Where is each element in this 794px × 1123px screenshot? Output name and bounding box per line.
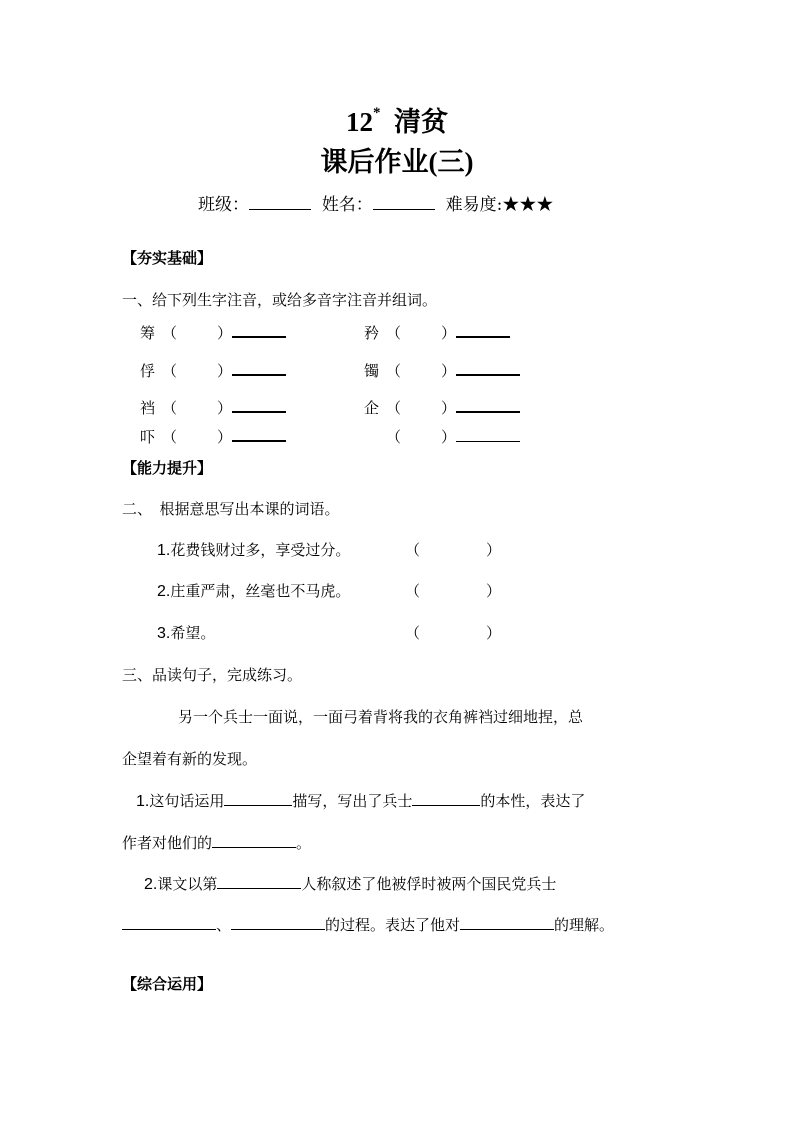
word-blank[interactable]	[456, 410, 520, 413]
word-blank[interactable]	[456, 335, 510, 338]
difficulty-label: 难易度:	[445, 195, 503, 215]
q3-sub-1-cont: 作者对他们的 。	[122, 834, 312, 852]
question-2-prompt: 二、 根据意思写出本课的词语。	[122, 500, 340, 518]
q3-blank-1[interactable]	[224, 804, 292, 806]
meta-line	[198, 190, 553, 215]
q2-item-3: 3.希望。	[157, 624, 216, 642]
char: 俘	[140, 362, 156, 380]
difficulty-stars: ★★★	[502, 195, 554, 215]
q2-item-1: 1.花费钱财过多，享受过分。	[157, 541, 351, 559]
q2-item-2: 2.庄重严肃，丝毫也不马虎。	[157, 582, 351, 600]
q3-blank-3[interactable]	[212, 846, 296, 848]
char-row-right-1: 矜 （ ）	[364, 322, 510, 343]
char: 裆	[140, 399, 156, 417]
word-blank[interactable]	[456, 440, 520, 442]
page-subtitle: 课后作业(三)	[320, 147, 474, 177]
lesson-name: 清贫	[394, 107, 448, 137]
section-title-apply: 【综合运用】	[122, 975, 213, 993]
char: 筹	[140, 324, 156, 342]
char-row-right-4: （ ）	[386, 426, 520, 447]
q3-blank-2[interactable]	[412, 804, 480, 806]
char-row-left-3: 裆 （ ）	[140, 397, 286, 418]
char: 矜	[364, 324, 380, 342]
char: 企	[364, 399, 380, 417]
q2-answer-2[interactable]: （ ）	[405, 582, 502, 600]
q3-sub-1: 1.这句话运用 描写，写出了兵士 的本性，表达了	[136, 792, 586, 810]
word-blank[interactable]	[456, 373, 520, 376]
q3-blank-7[interactable]	[460, 928, 554, 930]
word-blank[interactable]	[232, 373, 286, 376]
char-row-left-1: 筹 （ ）	[140, 322, 286, 343]
name-blank[interactable]	[373, 208, 435, 210]
name-label: 姓名：	[321, 195, 373, 215]
char-row-right-2: 镯 （ ）	[364, 360, 520, 381]
word-blank[interactable]	[232, 439, 286, 442]
class-blank[interactable]	[249, 208, 311, 210]
char: 镯	[364, 362, 380, 380]
word-blank[interactable]	[232, 335, 286, 338]
char-row-left-4: 吓 （ ）	[140, 426, 286, 447]
char-row-left-2: 俘 （ ）	[140, 360, 286, 381]
question-3-prompt: 三、品读句子，完成练习。	[122, 666, 303, 684]
q3-blank-6[interactable]	[231, 928, 325, 930]
question-1-prompt: 一、给下列生字注音，或给多音字注音并组词。	[122, 291, 438, 309]
char-row-right-3: 企 （ ）	[364, 397, 520, 418]
lesson-title	[0, 100, 794, 139]
class-label: 班级：	[198, 195, 249, 215]
passage-line-2: 企望着有新的发现。	[122, 750, 258, 768]
q3-blank-4[interactable]	[217, 887, 301, 889]
passage-line-1: 另一个兵士一面说，一面弓着背将我的衣角裤裆过细地捏，总	[178, 708, 584, 726]
q3-sub-2-cont: 、 的过程。表达了他对 的理解。	[122, 914, 614, 935]
q3-blank-5[interactable]	[122, 928, 216, 930]
lesson-number: 12	[346, 107, 373, 137]
section-title-improve: 【能力提升】	[122, 459, 213, 477]
lesson-mark: *	[373, 105, 381, 121]
section-title-basics: 【夯实基础】	[122, 249, 213, 267]
q2-answer-1[interactable]: （ ）	[405, 541, 502, 559]
char: 吓	[140, 428, 156, 446]
q3-sub-2: 2.课文以第 人称叙述了他被俘时被两个国民党兵士	[144, 875, 557, 893]
q2-answer-3[interactable]: （ ）	[405, 624, 502, 642]
word-blank[interactable]	[232, 410, 286, 413]
